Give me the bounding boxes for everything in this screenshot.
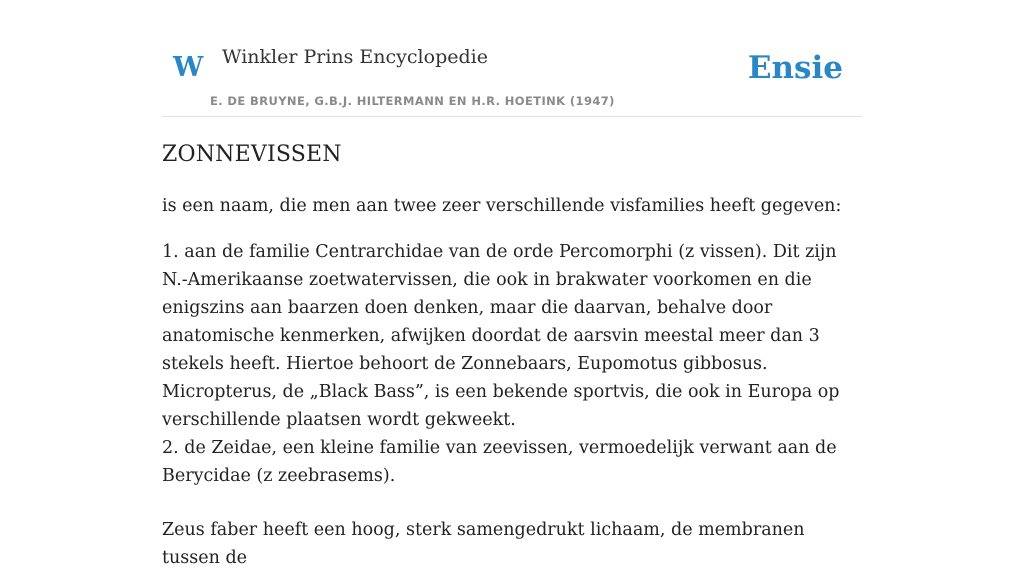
book-title[interactable]: Winkler Prins Encyclopedie: [222, 46, 488, 68]
article-title: ZONNEVISSEN: [162, 142, 342, 167]
article-intro: is een naam, die men aan twee zeer verschillende visfamilies heeft gegeven:: [162, 196, 842, 216]
book-authors: E. DE BRUYNE, G.B.J. HILTERMANN EN H.R. HOETINK (1947): [210, 94, 615, 108]
book-logo[interactable]: W: [173, 52, 204, 83]
article: [162, 140, 862, 572]
definition-item-2: 2. de Zeidae, een kleine familie van zeevissen, vermoedelijk verwant aan de Berycidae (z zeebrasems).: [162, 438, 837, 486]
article-paragraph: Zeus faber heeft een hoog, sterk samengedrukt lichaam, de membranen tussen de: [162, 520, 805, 568]
site-header: [162, 0, 862, 117]
definition-item-1: 1. aan de familie Centrarchidae van de orde Percomorphi (z vissen). Dit zijn N.-Amerikaanse zoetwatervissen, die ook in brakwater voorkomen en die enigszins aan baarzen doen denken, maar die daarvan, behalve door anatomische kenmerken, afwijken doordat de aarsvin meestal meer dan 3 stekels heeft. Hiertoe behoort de Zonnebaars, Eupomotus gibbosus. Micropterus, de „Black Bass”, is een bekende sportvis, die ook in Europa op verschillende plaatsen wordt gekweekt.: [162, 242, 840, 430]
ensie-logo[interactable]: Ensie: [747, 50, 843, 86]
definition-list: [162, 238, 862, 490]
